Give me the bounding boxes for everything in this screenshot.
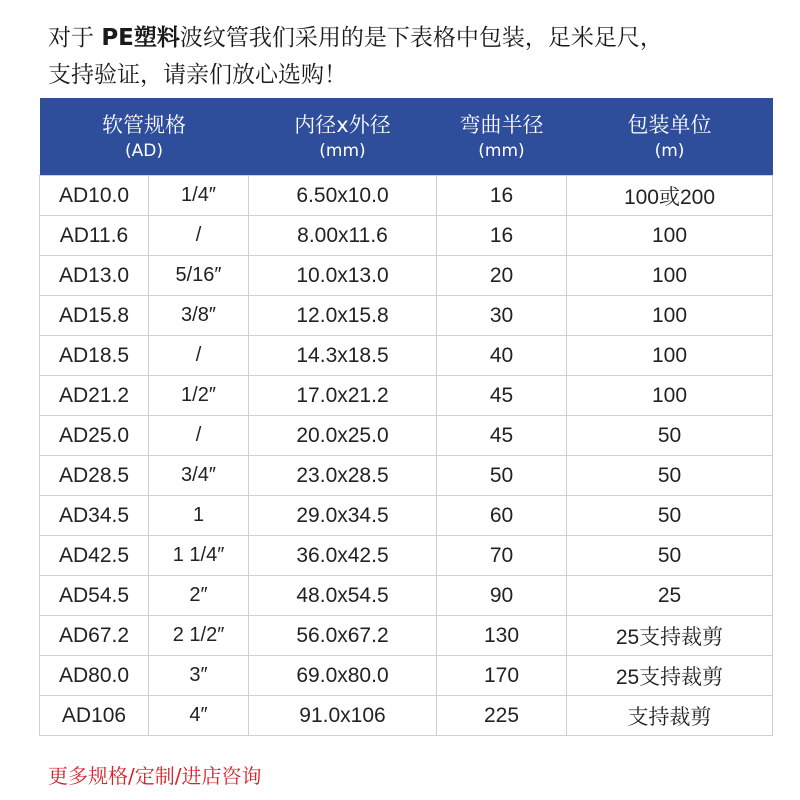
cell-inch-size: 4″ [149,696,249,736]
cell-inch-size: 2 1/2″ [149,616,249,656]
cell-dimensions: 29.0x34.5 [249,496,437,536]
cell-bend-radius: 16 [437,216,567,256]
header-dimensions-unit: (mm) [319,140,366,161]
cell-ad-code: AD54.5 [40,576,149,616]
cell-inch-size: 2″ [149,576,249,616]
cell-ad-code: AD13.0 [40,256,149,296]
table-row [40,336,773,376]
cell-inch-size: 5/16″ [149,256,249,296]
table-row [40,696,773,736]
cell-packing-unit: 100 [567,376,773,416]
header-bend-radius-unit: (mm) [478,140,525,161]
table-row [40,576,773,616]
cell-packing-unit: 100 [567,216,773,256]
table-row [40,456,773,496]
cell-inch-size: / [149,216,249,256]
table-row [40,176,773,216]
cell-ad-code: AD80.0 [40,656,149,696]
table-header-row [40,98,773,176]
cell-ad-code: AD11.6 [40,216,149,256]
table-row [40,376,773,416]
intro-brand: PE塑料 [101,25,180,51]
cell-packing-unit: 100 [567,296,773,336]
cell-ad-code: AD34.5 [40,496,149,536]
table-row [40,616,773,656]
more-specs-link[interactable]: 更多规格/定制/进店咨询 [48,764,262,788]
header-spec [40,98,249,176]
cell-dimensions: 20.0x25.0 [249,416,437,456]
cell-dimensions: 10.0x13.0 [249,256,437,296]
cell-packing-unit: 100 [567,336,773,376]
table-row [40,656,773,696]
cell-dimensions: 56.0x67.2 [249,616,437,656]
cell-packing-unit: 支持裁剪 [567,696,773,736]
cell-inch-size: 1 [149,496,249,536]
cell-ad-code: AD15.8 [40,296,149,336]
cell-ad-code: AD42.5 [40,536,149,576]
cell-dimensions: 48.0x54.5 [249,576,437,616]
cell-packing-unit: 100或200 [567,176,773,216]
cell-packing-unit: 100 [567,256,773,296]
cell-packing-unit: 25支持裁剪 [567,616,773,656]
cell-ad-code: AD10.0 [40,176,149,216]
cell-packing-unit: 50 [567,456,773,496]
header-packing-title: 包装单位 [627,112,712,137]
cell-dimensions: 36.0x42.5 [249,536,437,576]
header-bend-radius [437,98,567,176]
cell-ad-code: AD18.5 [40,336,149,376]
table-row [40,536,773,576]
header-packing [567,98,773,176]
cell-dimensions: 91.0x106 [249,696,437,736]
cell-bend-radius: 170 [437,656,567,696]
cell-inch-size: 1 1/4″ [149,536,249,576]
table-row [40,416,773,456]
cell-bend-radius: 130 [437,616,567,656]
cell-bend-radius: 20 [437,256,567,296]
header-dimensions-title: 内径x外径 [294,112,391,137]
spec-table [39,98,773,736]
table-row [40,496,773,536]
table-row [40,296,773,336]
cell-ad-code: AD25.0 [40,416,149,456]
cell-bend-radius: 45 [437,416,567,456]
cell-ad-code: AD21.2 [40,376,149,416]
cell-bend-radius: 30 [437,296,567,336]
cell-bend-radius: 70 [437,536,567,576]
cell-packing-unit: 25支持裁剪 [567,656,773,696]
cell-inch-size: / [149,416,249,456]
table-row [40,256,773,296]
intro-line-2: 支持验证，请亲们放心选购！ [48,62,347,88]
cell-inch-size: 3″ [149,656,249,696]
cell-inch-size: 1/2″ [149,376,249,416]
cell-inch-size: 1/4″ [149,176,249,216]
intro-prefix: 对于 [48,25,102,51]
cell-bend-radius: 16 [437,176,567,216]
cell-bend-radius: 225 [437,696,567,736]
header-bend-radius-title: 弯曲半径 [459,112,544,137]
cell-bend-radius: 40 [437,336,567,376]
header-packing-unit: (m) [654,140,685,161]
cell-packing-unit: 50 [567,496,773,536]
cell-dimensions: 8.00x11.6 [249,216,437,256]
cell-bend-radius: 60 [437,496,567,536]
intro-text [48,20,768,94]
cell-dimensions: 17.0x21.2 [249,376,437,416]
table-row [40,216,773,256]
intro-line-1 [48,20,768,57]
cell-inch-size: / [149,336,249,376]
cell-packing-unit: 25 [567,576,773,616]
cell-dimensions: 6.50x10.0 [249,176,437,216]
cell-bend-radius: 90 [437,576,567,616]
cell-bend-radius: 45 [437,376,567,416]
intro-suffix: 波纹管我们采用的是下表格中包装，足米足尺， [179,25,663,51]
cell-inch-size: 3/8″ [149,296,249,336]
cell-dimensions: 23.0x28.5 [249,456,437,496]
table-body [40,176,773,736]
cell-ad-code: AD28.5 [40,456,149,496]
cell-ad-code: AD67.2 [40,616,149,656]
cell-dimensions: 69.0x80.0 [249,656,437,696]
cell-packing-unit: 50 [567,416,773,456]
cell-dimensions: 12.0x15.8 [249,296,437,336]
header-spec-unit: (AD) [125,140,163,161]
cell-packing-unit: 50 [567,536,773,576]
cell-bend-radius: 50 [437,456,567,496]
cell-ad-code: AD106 [40,696,149,736]
header-spec-title: 软管规格 [102,112,186,137]
cell-inch-size: 3/4″ [149,456,249,496]
header-dimensions [249,98,437,176]
cell-dimensions: 14.3x18.5 [249,336,437,376]
